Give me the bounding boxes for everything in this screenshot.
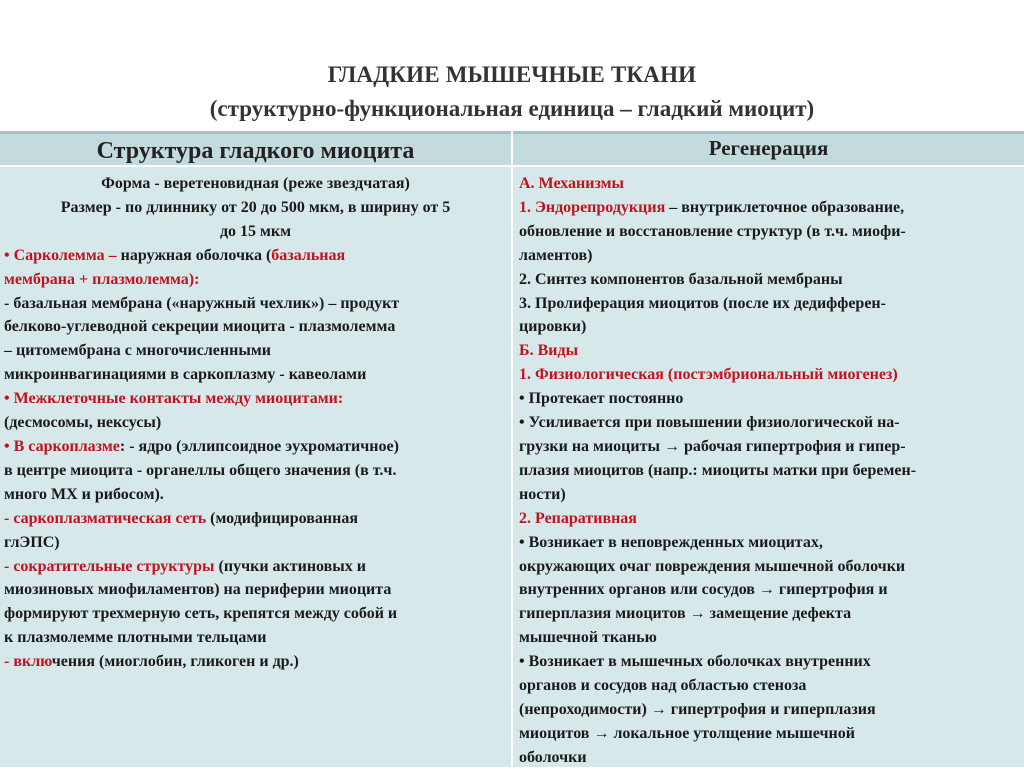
text-line: микроинвагинациями в саркоплазму - кавеолами xyxy=(4,366,367,384)
text-line xyxy=(4,650,507,674)
text-line: цировки) xyxy=(519,318,587,336)
plain-text: – внутриклеточное образование, xyxy=(665,198,905,216)
highlight-text: 1. Эндорепродукция xyxy=(519,198,666,216)
text-line: А. Механизмы xyxy=(519,175,625,192)
regeneration-column xyxy=(513,167,1024,767)
text-line: белково-углеводной секреции миоцита - плазмолемма xyxy=(4,318,396,336)
highlight-text: • В саркоплазме xyxy=(4,437,120,455)
text-line: Б. Виды xyxy=(519,342,579,360)
right-column-header: Регенерация xyxy=(513,131,1024,165)
text-line: мембрана + плазмолемма): xyxy=(4,270,200,288)
text-line: Форма - веретеновидная (реже звездчатая) xyxy=(101,175,410,192)
text-line: • Возникает в мышечных оболочках внутренних xyxy=(519,653,871,671)
plain-text: (модифицированная xyxy=(206,509,358,527)
text-line: оболочки xyxy=(519,748,587,766)
text-line: глЭПС) xyxy=(4,533,60,551)
plain-text: (пучки актиновых и xyxy=(214,557,367,575)
text-line: миоцитов → локальное утолщение мышечной xyxy=(519,724,855,742)
plain-text: : - ядро (эллипсоидное эухроматичное) xyxy=(119,437,399,455)
slide-title: ГЛАДКИЕ МЫШЕЧНЫЕ ТКАНИ xyxy=(327,62,697,87)
plain-text: чения (миоглобин, гликоген и др.) xyxy=(51,653,299,671)
text-line: гиперплазия миоцитов → замещение дефекта xyxy=(519,605,852,623)
text-line: 1. Физиологическая (постэмбриональный миогенез) xyxy=(519,366,898,384)
text-line xyxy=(519,196,1020,220)
left-column-header: Структура гладкого миоцита xyxy=(0,131,511,165)
plain-text: наружная оболочка ( xyxy=(116,246,272,264)
text-line: грузки на миоциты → рабочая гипертрофия и гипер- xyxy=(519,437,906,455)
text-line: 3. Пролиферация миоцитов (после их дедифферен- xyxy=(519,294,886,312)
text-line: много МХ и рибосом). xyxy=(4,485,164,503)
text-line: – цитомембрана с многочисленными xyxy=(4,342,271,360)
slide-subtitle: (структурно-функциональная единица – гладкий миоцит) xyxy=(209,96,815,121)
text-line: мышечной тканью xyxy=(519,629,657,647)
text-line: обновление и восстановление структур (в т.ч. миофи- xyxy=(519,222,906,240)
highlight-text: - сократительные структуры xyxy=(4,557,215,575)
text-line: 2. Синтез компонентов базальной мембраны xyxy=(519,270,843,288)
text-line: к плазмолемме плотными тельцами xyxy=(4,629,267,647)
text-line xyxy=(4,555,507,579)
text-line: • Межклеточные контакты между миоцитами: xyxy=(4,390,344,408)
text-line xyxy=(4,244,507,268)
text-line: формируют трехмерную сеть, крепятся между собой и xyxy=(4,605,398,623)
text-line: - базальная мембрана («наружный чехлик») – продукт xyxy=(4,294,400,312)
text-line: (непроходимости) → гипертрофия и гиперплазия xyxy=(519,700,876,718)
highlight-text: • Сарколемма – xyxy=(4,246,117,264)
text-line: ности) xyxy=(519,485,566,503)
text-line: ламентов) xyxy=(519,246,593,264)
text-line: внутренних органов или сосудов → гипертрофия и xyxy=(519,581,888,599)
text-line: • Усиливается при повышении физиологической на- xyxy=(519,414,900,432)
text-line: органов и сосудов над областью стеноза xyxy=(519,677,807,695)
text-line xyxy=(4,435,507,459)
text-line: (десмосомы, нексусы) xyxy=(4,414,162,432)
text-line: Размер - по длиннику от 20 до 500 мкм, в ширину от 5 xyxy=(60,198,451,216)
text-line: • Протекает постоянно xyxy=(519,390,684,408)
highlight-text: базальная xyxy=(271,246,346,264)
text-line: окружающих очаг повреждения мышечной оболочки xyxy=(519,557,906,575)
text-line: 2. Репаративная xyxy=(519,509,637,527)
highlight-text: - саркоплазматическая сеть xyxy=(4,509,207,527)
text-line: плазия миоцитов (напр.: миоциты матки при беремен- xyxy=(519,461,917,479)
text-line: • Возникает в неповрежденных миоцитах, xyxy=(519,533,823,551)
text-line xyxy=(4,507,507,531)
text-line: в центре миоцита - органеллы общего значения (в т.ч. xyxy=(4,461,397,479)
structure-column xyxy=(0,167,511,767)
text-line: до 15 мкм xyxy=(219,222,292,240)
highlight-text: - вклю xyxy=(4,653,52,671)
comparison-table xyxy=(0,131,1024,767)
text-line: миозиновых миофиламентов) на периферии миоцита xyxy=(4,581,392,599)
